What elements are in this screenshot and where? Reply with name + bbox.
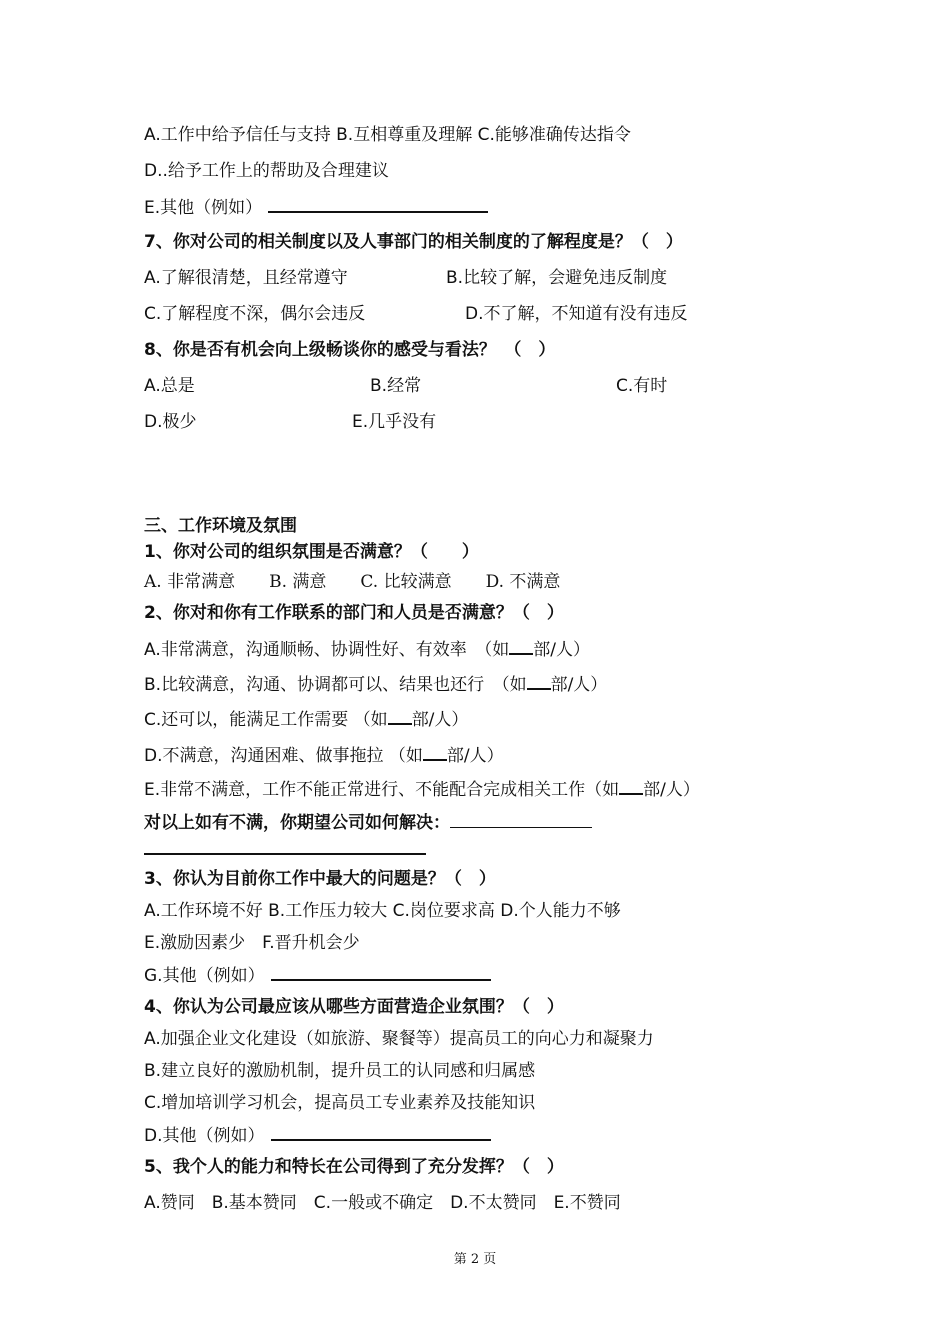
s3-q4-option-c[interactable]: C.增加培训学习机会，提高员工专业素养及技能知识	[144, 1093, 536, 1113]
s3-q1-options: A. 非常满意 B. 满意 C. 比较满意 D. 不满意	[144, 572, 561, 592]
q7-title: 7、你对公司的相关制度以及人事部门的相关制度的了解程度是？（ ）	[144, 232, 683, 252]
q7-options-row2	[144, 303, 844, 325]
q6-options-line3	[144, 196, 488, 219]
q8-title: 8、你是否有机会向上级畅谈你的感受与看法？ （ ）	[144, 340, 556, 360]
q6-options-line1: A.工作中给予信任与支持 B.互相尊重及理解 C.能够准确传达指令	[144, 125, 631, 145]
s3-q2-followup-line2[interactable]	[144, 853, 426, 855]
s3-q3-options-line1: A.工作环境不好 B.工作压力较大 C.岗位要求高 D.个人能力不够	[144, 901, 621, 921]
q8-option-c[interactable]: C.有时	[616, 376, 668, 396]
q6-other-blank[interactable]	[268, 196, 488, 213]
q8-option-e[interactable]: E.几乎没有	[352, 412, 437, 432]
s3-q3-other-blank[interactable]	[271, 964, 491, 981]
s3-q2-followup	[144, 812, 592, 834]
page-number: 第 2 页	[453, 1252, 497, 1267]
section3-heading: 三、工作环境及氛围	[144, 516, 297, 536]
q8-option-d[interactable]: D.极少	[144, 412, 197, 432]
s3-q2-option-e-suffix: 部/人）	[643, 780, 700, 800]
s3-q2-option-a[interactable]	[144, 638, 590, 661]
q8-options-row2	[144, 411, 844, 433]
s3-q2-option-b[interactable]	[144, 673, 607, 696]
s3-q5-title: 5、我个人的能力和特长在公司得到了充分发挥？（ ）	[144, 1157, 564, 1177]
s3-q4-option-d[interactable]	[144, 1124, 491, 1147]
s3-q2-followup-label: 对以上如有不满，你期望公司如何解决：	[144, 813, 450, 833]
s3-q2-option-d[interactable]	[144, 744, 504, 767]
s3-q4-other-label: D.其他（例如）	[144, 1126, 265, 1146]
s3-q3-other-label: G.其他（例如）	[144, 966, 265, 986]
s3-q2-option-d-blank[interactable]	[423, 744, 447, 761]
s3-q2-option-c-blank[interactable]	[388, 708, 412, 725]
s3-q4-title: 4、你认为公司最应该从哪些方面营造企业氛围？（ ）	[144, 997, 564, 1017]
s3-q2-option-c-suffix: 部/人）	[411, 710, 469, 730]
s3-q2-option-a-text: A.非常满意，沟通顺畅、协调性好、有效率 （如	[144, 640, 510, 660]
q7-option-c[interactable]: C.了解程度不深，偶尔会违反	[144, 304, 366, 324]
s3-q2-option-b-text: B.比较满意，沟通、协调都可以、结果也还行 （如	[144, 675, 527, 695]
q6-other-label: E.其他（例如）	[144, 198, 263, 218]
s3-q4-option-a[interactable]: A.加强企业文化建设（如旅游、聚餐等）提高员工的向心力和凝聚力	[144, 1029, 654, 1049]
s3-q2-followup-blank[interactable]	[450, 812, 592, 828]
s3-q4-option-b[interactable]: B.建立良好的激励机制，提升员工的认同感和归属感	[144, 1061, 536, 1081]
q7-option-a[interactable]: A.了解很清楚，且经常遵守	[144, 268, 348, 288]
s3-q2-option-c-text: C.还可以，能满足工作需要 （如	[144, 710, 388, 730]
q7-option-d[interactable]: D.不了解，不知道有没有违反	[465, 304, 688, 324]
s3-q2-option-e-blank[interactable]	[619, 778, 643, 795]
s3-q2-option-e[interactable]	[144, 778, 700, 801]
s3-q2-option-a-blank[interactable]	[509, 638, 533, 655]
s3-q2-option-d-text: D.不满意，沟通困难、做事拖拉 （如	[144, 746, 423, 766]
q8-option-b[interactable]: B.经常	[370, 376, 422, 396]
s3-q2-option-d-suffix: 部/人）	[446, 746, 504, 766]
s3-q3-options-line3	[144, 964, 491, 987]
s3-q2-option-c[interactable]	[144, 708, 468, 731]
q6-options-line2: D..给予工作上的帮助及合理建议	[144, 161, 389, 181]
q7-option-b[interactable]: B.比较了解，会避免违反制度	[446, 268, 668, 288]
s3-q3-title: 3、你认为目前你工作中最大的问题是？（ ）	[144, 869, 496, 889]
s3-q2-option-a-suffix: 部/人）	[533, 640, 590, 660]
q8-option-a[interactable]: A.总是	[144, 376, 195, 396]
q7-options-row1	[144, 267, 844, 289]
s3-q2-option-e-text: E.非常不满意，工作不能正常进行、不能配合完成相关工作（如	[144, 780, 620, 800]
s3-q3-options-line2: E.激励因素少 F.晋升机会少	[144, 933, 360, 953]
q8-options-row1	[144, 375, 844, 397]
s3-q1-title: 1、你对公司的组织氛围是否满意？（ ）	[144, 542, 479, 562]
s3-q2-option-b-blank[interactable]	[527, 673, 551, 690]
s3-q2-option-b-suffix: 部/人）	[550, 675, 608, 695]
s3-q2-title: 2、你对和你有工作联系的部门和人员是否满意？（ ）	[144, 603, 564, 623]
s3-q4-other-blank[interactable]	[271, 1124, 491, 1141]
s3-q5-options: A.赞同 B.基本赞同 C.一般或不确定 D.不太赞同 E.不赞同	[144, 1193, 621, 1213]
